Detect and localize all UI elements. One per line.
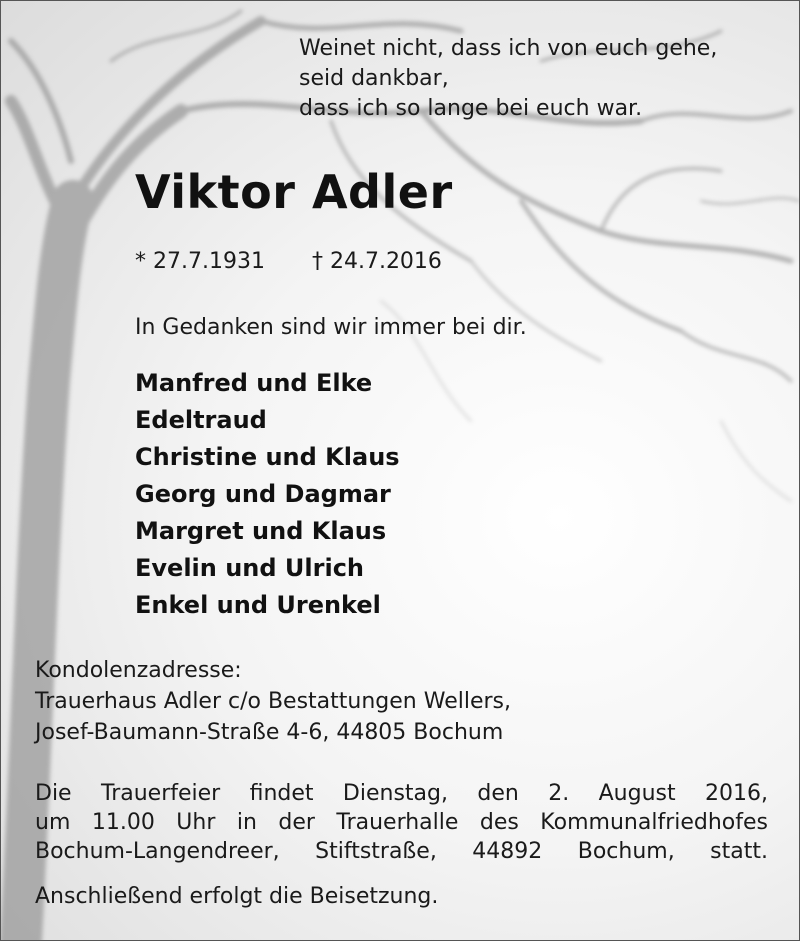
family-list xyxy=(135,365,400,624)
family-member: Manfred und Elke xyxy=(135,369,373,397)
ceremony-line: um 11.00 Uhr in der Trauerhalle des Kommunalfriedhofes xyxy=(35,810,768,835)
condolence-address xyxy=(35,655,511,748)
address-label: Kondolenzadresse: xyxy=(35,658,242,683)
closing-line: Anschließend erfolgt die Beisetzung. xyxy=(35,884,439,909)
deceased-name: Viktor Adler xyxy=(135,165,453,219)
family-member: Margret und Klaus xyxy=(135,517,387,545)
poem-line: seid dankbar, xyxy=(299,66,449,91)
ceremony-line: Bochum-Langendreer, Stiftstraße, 44892 Bochum, statt. xyxy=(35,839,768,864)
birth-date: * 27.7.1931 xyxy=(135,249,265,274)
family-member: Georg und Dagmar xyxy=(135,480,391,508)
thought-line: In Gedanken sind wir immer bei dir. xyxy=(135,315,527,340)
family-member: Edeltraud xyxy=(135,406,267,434)
death-date: † 24.7.2016 xyxy=(311,249,442,274)
poem xyxy=(299,34,717,124)
address-line: Trauerhaus Adler c/o Bestattungen Wellers, xyxy=(35,689,511,714)
ceremony-info xyxy=(35,779,768,866)
family-member: Evelin und Ulrich xyxy=(135,554,365,582)
poem-line: Weinet nicht, dass ich von euch gehe, xyxy=(299,36,718,61)
poem-line: dass ich so lange bei euch war. xyxy=(299,96,643,121)
life-dates xyxy=(135,249,442,274)
family-member: Enkel und Urenkel xyxy=(135,591,381,619)
ceremony-line: Die Trauerfeier findet Dienstag, den 2. August 2016, xyxy=(35,781,768,806)
address-line: Josef-Baumann-Straße 4-6, 44805 Bochum xyxy=(35,720,504,745)
family-member: Christine und Klaus xyxy=(135,443,400,471)
